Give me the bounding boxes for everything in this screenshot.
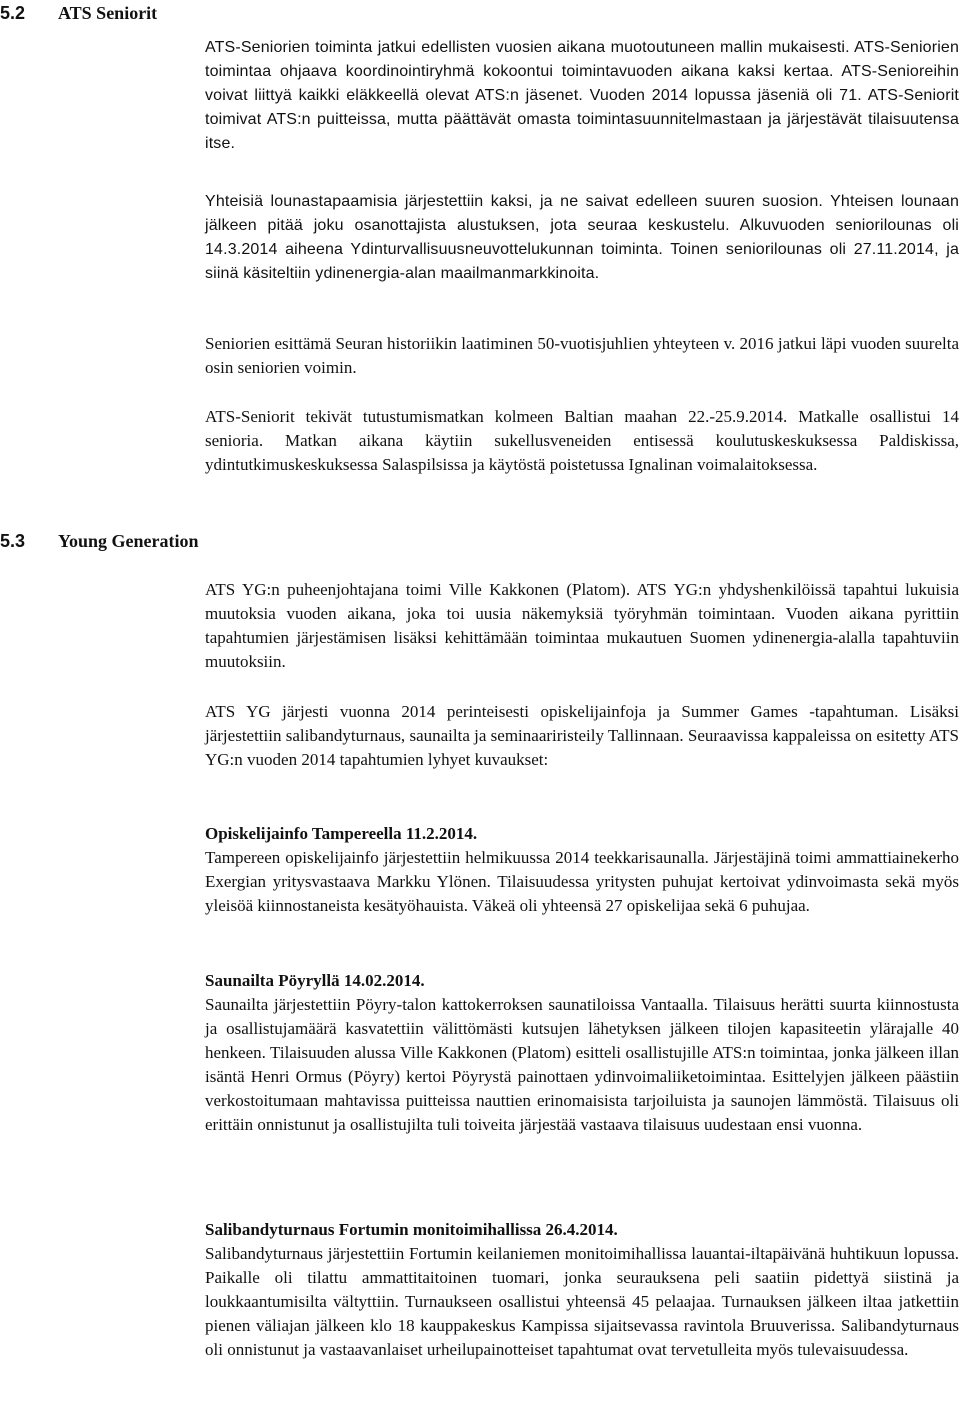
event-text: Salibandyturnaus järjestettiin Fortumin keilaniemen monitoimihallissa lauantai-iltapäivänä huhtikuun lopussa. Paikalle oli tilattu ammattitaitoinen tuomari, jonka seurauksena peli saatiin pidettyä siistinä ja loukkaantumisilta vältyttiin. Turnaukseen osallistui yhteensä 45 pelaajaa. Turnauksen jälkeen iltaa jatkettiin pienen väliajan jälkeen klo 18 kauppakeskus Kampissa sijaitsevassa ravintola Bruuverissa. Salibandyturnaus oli onnistunut ja vastaavanlaiset urheilupainotteiset tapahtumat ovat tervetulleita myös tulevaisuudessa. [205,1244,959,1359]
yg-intro-paragraph: ATS YG:n puheenjohtajana toimi Ville Kakkonen (Platom). ATS YG:n yhdyshenkilöissä tapahtui lukuisia muutoksia vuoden aikana, joka toi uusia näkemyksiä työryhmän toimintaan. Vuoden aikana pyrittiin tapahtumien järjestämisen lisäksi kehittämään toimintaa mukautuen Suomen ydinenergia-alalla tapahtuviin muutoksiin. [205,580,959,671]
lunch-paragraph: Yhteisiä lounastapaamisia järjestettiin kaksi, ja ne saivat edelleen suuren suosion. Yhteisen lounaan jälkeen pitää joku osanottajista alustuksen, jota seuraa keskustelu. Alkuvuoden seniorilounas oli 14.3.2014 aiheena Ydinturvallisuusneuvottelukunnan toiminta. Toinen seniorilounas oli 27.11.2014, ja siinä käsiteltiin ydinenergia-alan maailmanmarkkinoita. [205,193,959,282]
section-heading-5-3 [0,530,199,552]
seniorit-intro-paragraph: ATS-Seniorien toiminta jatkui edellisten vuosien aikana muotoutuneen mallin mukaisesti. ATS-Seniorien toimintaa ohjaava koordinointiryhmä kokoontui toimintavuoden aikana kaksi kertaa. ATS-Senioreihin voivat liittyä kaikki eläkkeellä olevat ATS:n jäsenet. Vuoden 2014 lopussa jäseniä oli 71. ATS-Seniorit toimivat ATS:n puitteissa, mutta päättävät omasta toimintasuunnitelmastaan ja järjestävät tilaisuutensa itse. [205,39,959,152]
event-title: Opiskelijainfo Tampereella 11.2.2014. [205,824,478,843]
event-opiskelijainfo [205,822,959,918]
section-number: 5.2 [0,3,26,23]
section-heading-5-2 [0,2,157,24]
event-saunailta [205,969,959,1137]
event-title: Salibandyturnaus Fortumin monitoimihallissa 26.4.2014. [205,1220,618,1239]
event-text: Saunailta järjestettiin Pöyry-talon kattokerroksen saunatiloissa Vantaalla. Tilaisuus herätti suurta kiinnostusta ja osallistujamäärä kasvatettiin välittömästi kutsujen lähetyksen jälkeen tilojen kapasiteetin ylärajalle 40 henkeen. Tilaisuuden alussa Ville Kakkonen (Platom) esitteli osallistujille ATS:n toimintaa, jonka jälkeen illan isäntä Henri Ormus (Pöyry) kertoi Pöyrystä painottaen ydinvoimaliiketoimintaa. Esittelyjen jälkeen päästiin verkostoitumaan mahtavissa puitteissa nauttien erinomaisista tarjoiluista ja saunojen lämmöstä. Tilaisuus oli erittäin onnistunut ja osallistujilta tuli toiveita järjestää vastaava tilaisuus uudestaan ensi vuonna. [205,995,959,1134]
history-paragraph: Seniorien esittämä Seuran historiikin laatiminen 50-vuotisjuhlien yhteyteen v. 2016 jatkui läpi vuoden suurelta osin seniorien voimin. [205,334,959,377]
section-title: ATS Seniorit [58,3,158,23]
event-text: Tampereen opiskelijainfo järjestettiin helmikuussa 2014 teekkarisaunalla. Järjestäjinä toimi ammattiainekerho Exergian yritysvastaava Markku Ylönen. Tilaisuudessa yritysten puhujat kertoivat ydinvoimasta sekä myös yleisöä kiinnostaneista kesätyöhauista. Väkeä oli yhteensä 27 opiskelijaa sekä 6 puhujaa. [205,848,959,915]
event-salibandy [205,1218,959,1362]
yg-events-paragraph: ATS YG järjesti vuonna 2014 perinteisesti opiskelijainfoja ja Summer Games -tapahtuman. Lisäksi järjestettiin salibandyturnaus, saunailta ja seminaariristeily Tallinnaan. Seuraavissa kappaleissa on esitetty ATS YG:n vuoden 2014 tapahtumien lyhyet kuvaukset: [205,702,959,769]
baltic-trip-paragraph: ATS-Seniorit tekivät tutustumismatkan kolmeen Baltian maahan 22.-25.9.2014. Matkalle osallistui 14 senioria. Matkan aikana käytiin sukellusveneiden entisessä koulutuskeskuksessa Paldiskissa, ydintutkimuskeskuksessa Salaspilsissa ja käytöstä poistetussa Ignalinan voimalaitoksessa. [205,407,959,474]
section-number: 5.3 [0,531,26,551]
event-title: Saunailta Pöyryllä 14.02.2014. [205,971,425,990]
section-title: Young Generation [58,531,199,551]
